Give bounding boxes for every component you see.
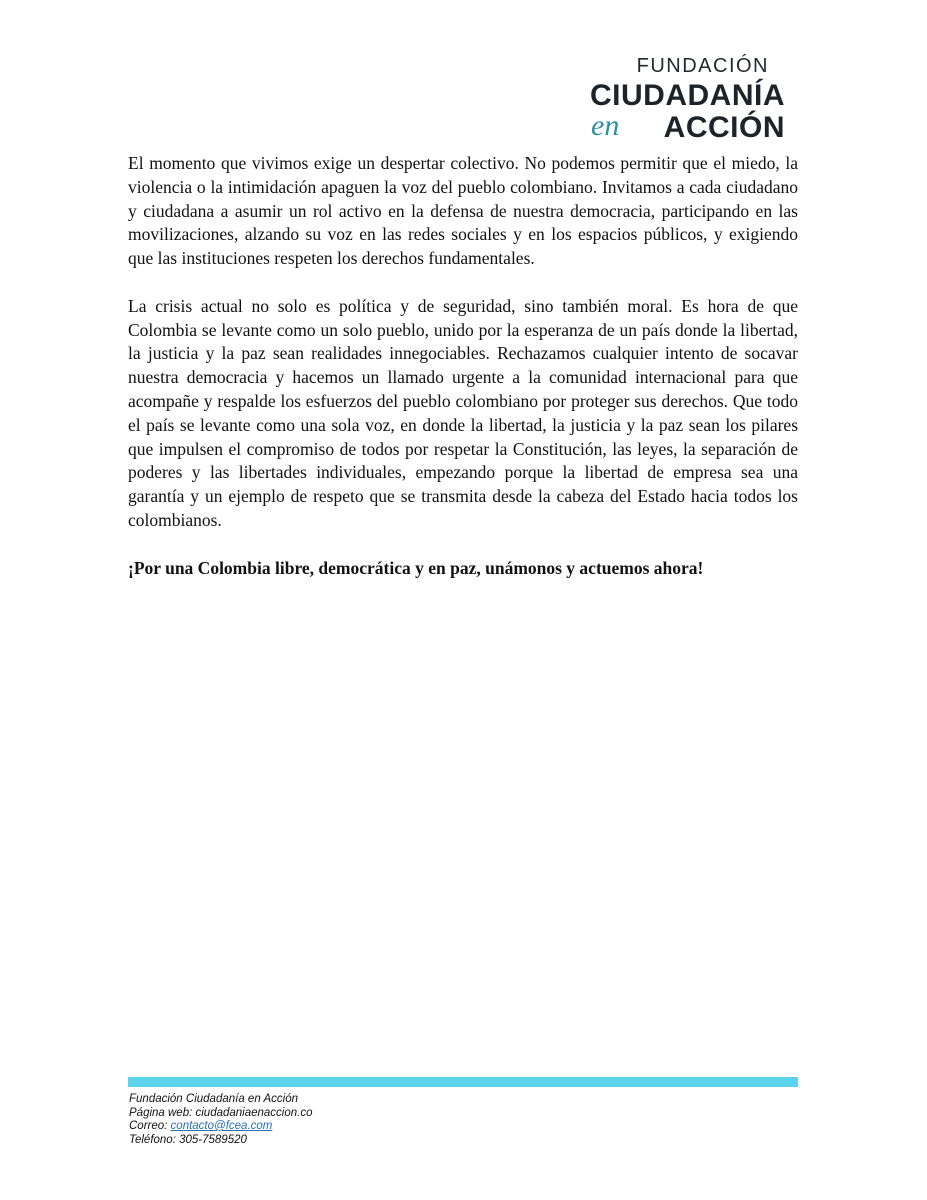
footer-contact-info: [129, 1093, 313, 1147]
footer-email-label: Correo:: [129, 1120, 171, 1132]
foundation-logo: [565, 55, 785, 145]
footer-phone: Teléfono: 305-7589520: [129, 1133, 247, 1146]
closing-statement: ¡Por una Colombia libre, democrática y en paz, unámonos y actuemos ahora!: [128, 557, 704, 578]
footer-website: Página web: ciudadaniaenaccion.co: [129, 1106, 313, 1119]
footer-email-link[interactable]: contacto@fcea.com: [170, 1120, 273, 1132]
paragraph-2: La crisis actual no solo es política y de seguridad, sino también moral. Es hora de que Colombia se levante como un solo pueblo, unido por la esperanza de un país donde la libertad, la justicia y la paz sean realidades innegociables. Rechazamos cualquier intento de socavar nuestra democracia y hacemos un llamado urgente a la comunidad internacional para que acompañe y respalde los esfuerzos del pueblo colombiano por proteger sus derechos. Que todo el país se levante como una sola voz, en donde la libertad, la justicia y la paz sean los pilares que impulsen el compromiso de todos por respetar la Constitución, las leyes, la separación de poderes y las libertades individuales, empezando porque la libertad de empresa sea una garantía y un ejemplo de respeto que se transmita desde la cabeza del Estado hacia todos los colombianos.: [128, 295, 798, 530]
logo-ciudadania-text: CIUDADANÍA: [590, 79, 785, 112]
footer-divider-bar: [128, 1077, 798, 1087]
footer-org-name: Fundación Ciudadanía en Acción: [129, 1093, 298, 1105]
logo-fundacion-text: FUNDACIÓN: [636, 55, 769, 77]
letter-body: [128, 152, 798, 604]
footer-email-line: [129, 1120, 313, 1134]
paragraph-1: El momento que vivimos exige un despertar colectivo. No podemos permitir que el miedo, la violencia o la intimidación apaguen la voz del pueblo colombiano. Invitamos a cada ciudadano y ciudadana a asumir un rol activo en la defensa de nuestra democracia, participando en las movilizaciones, alzando su voz en las redes sociales y en los espacios públicos, y exigiendo que las instituciones respeten los derechos fundamentales.: [128, 153, 798, 269]
logo-accion-text: ACCIÓN: [663, 111, 785, 144]
logo-en-script-text: en: [591, 109, 620, 142]
